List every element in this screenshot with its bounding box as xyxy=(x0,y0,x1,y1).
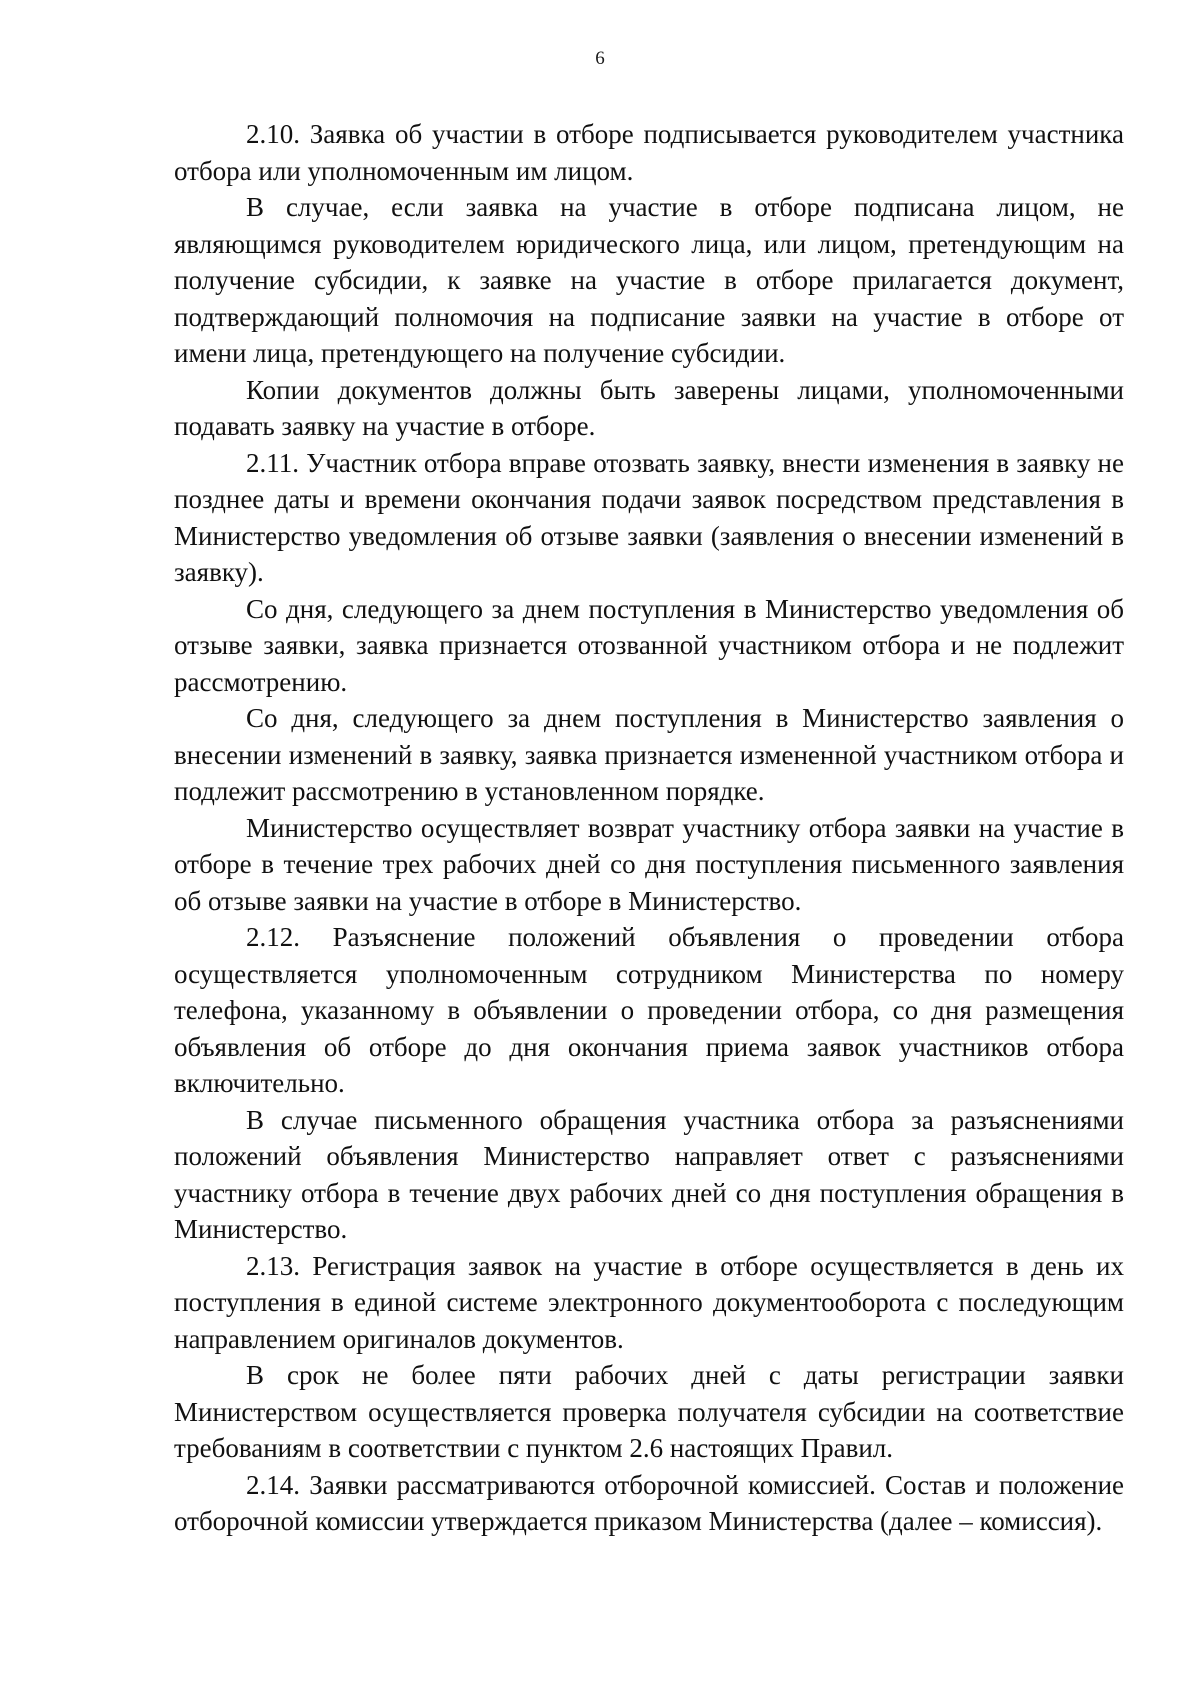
paragraph-verification: В срок не более пяти рабочих дней с даты регистрации заявки Министерством осуществляется проверка получателя субсидии на соответствие требованиям в соответствии с пунктом 2.6 настоящих Правил. xyxy=(174,1360,1124,1463)
paragraph-withdrawal: Со дня, следующего за днем поступления в Министерство уведомления об отзыве заявки, заявка признается отозванной участником отбора и не подлежит рассмотрению. xyxy=(174,593,1124,697)
paragraph-document-copies: Копии документов должны быть заверены лицами, уполномоченными подавать заявку на участие в отборе. xyxy=(174,374,1124,441)
paragraph-2-14: 2.14. Заявки рассматриваются отборочной комиссией. Состав и положение отборочной комиссии утверждается приказом Министерства (далее – комиссия). xyxy=(174,1469,1124,1536)
document-body xyxy=(174,116,1124,1540)
paragraph-changes: Со дня, следующего за днем поступления в Министерство заявления о внесении изменений в заявку, заявка признается измененной участником отбора и подлежит рассмотрению в установленном порядке. xyxy=(174,703,1124,806)
paragraph-written-request: В случае письменного обращения участника отбора за разъяснениями положений объявления Министерство направляет ответ с разъяснениями участнику отбора в течение двух рабочих дней со дня поступления обращения в Министерство. xyxy=(174,1104,1124,1244)
page-number: 6 xyxy=(595,48,605,69)
paragraph-2-13: 2.13. Регистрация заявок на участие в отборе осуществляется в день их поступления в единой системе электронного документооборота с последующим направлением оригиналов документов. xyxy=(174,1250,1124,1354)
paragraph-2-10: 2.10. Заявка об участии в отборе подписывается руководителем участника отбора или уполномоченным им лицом. xyxy=(174,119,1124,186)
paragraph-2-12: 2.12. Разъяснение положений объявления о проведении отбора осуществляется уполномоченным сотрудником Министерства по номеру телефона, указанному в объявлении о проведении отбора, со дня размещения объявления об отборе до дня окончания приема заявок участников отбора включительно. xyxy=(174,922,1124,1098)
paragraph-2-11: 2.11. Участник отбора вправе отозвать заявку, внести изменения в заявку не позднее даты и времени окончания подачи заявок посредством представления в Министерство уведомления об отзыве заявки (заявления о внесении изменений в заявку). xyxy=(174,447,1124,587)
paragraph-signature-authority: В случае, если заявка на участие в отборе подписана лицом, не являющимся руководителем юридического лица, или лицом, претендующим на получение субсидии, к заявке на участие в отборе прилагается документ, подтверждающий полномочия на подписание заявки на участие в отборе от имени лица, претендующего на получение субсидии. xyxy=(174,192,1124,368)
paragraph-return: Министерство осуществляет возврат участнику отбора заявки на участие в отборе в течение трех рабочих дней со дня поступления письменного заявления об отзыве заявки на участие в отборе в Министерство. xyxy=(174,812,1124,916)
